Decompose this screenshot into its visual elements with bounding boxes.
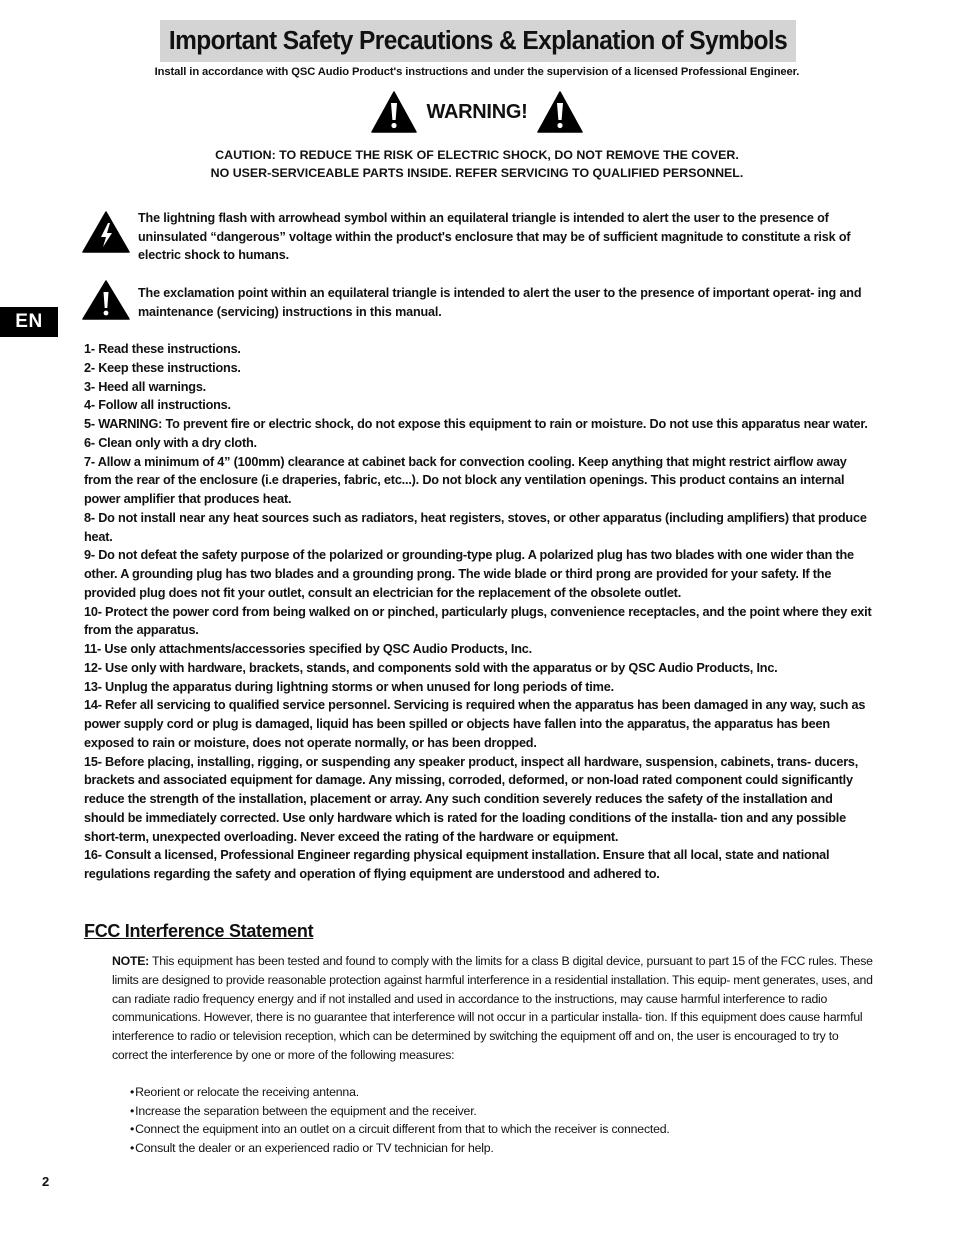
warning-triangle-icon xyxy=(537,91,583,133)
list-item: 7- Allow a minimum of 4” (100mm) clearance at cabinet back for convection cooling. Keep anything that might restrict airflow away from the rear of the enclosure (i.e draperies, fabric, etc...). Do not block any ventilation openings. This product contains an internal power amplifier that produces heat. xyxy=(84,454,847,506)
safety-instructions-list xyxy=(84,340,874,884)
list-item: • Reorient or relocate the receiving antenna. xyxy=(130,1083,670,1102)
list-item: 12- Use only with hardware, brackets, stands, and components sold with the apparatus or by QSC Audio Products, Inc. xyxy=(84,660,778,675)
list-item: 11- Use only attachments/accessories specified by QSC Audio Products, Inc. xyxy=(84,642,532,656)
lightning-description: The lightning flash with arrowhead symbol within an equilateral triangle is intended to alert the user to the presence of uninsulated “dangerous” voltage within the product's enclosure that may be of sufficient magnitude to constitute a risk of electric shock to humans. xyxy=(138,211,851,263)
list-item: 14- Refer all servicing to qualified service personnel. Servicing is required when the apparatus has been damaged in any way, such as power supply cord or plug is damaged, liquid has been spilled or objects have fallen into the apparatus, the apparatus has been exposed to rain or moisture, does not operate normally, or has been dropped. xyxy=(84,698,866,750)
list-item: 1- Read these instructions. xyxy=(84,342,241,356)
list-item: 15- Before placing, installing, rigging, or suspending any speaker product, inspect all hardware, suspension, cabinets, trans- ducers, brackets and associated equipment for damage. Any missing, corroded, deformed, or non-load rated component could significantly reduce the strength of the installation, placement or array. Any such condition severely reduces the safety of the installation and should be immediately corrected. Use only hardware which is rated for the loading conditions of the installa- tion and any possible short-term, unexpected overloading. Never exceed the rating of the hardware or equipment. xyxy=(84,754,859,844)
list-item: 4- Follow all instructions. xyxy=(84,398,231,413)
list-item: 8- Do not install near any heat sources such as radiators, heat registers, stoves, or other apparatus (including amplifiers) that produce heat. xyxy=(84,510,867,544)
exclamation-triangle-icon xyxy=(82,280,130,320)
list-item: 3- Heed all warnings. xyxy=(84,379,207,394)
list-item: 6- Clean only with a dry cloth. xyxy=(84,435,257,450)
warning-triangle-icon xyxy=(371,91,417,133)
fcc-note-text: This equipment has been tested and found to comply with the limits for a class B digital device, pursuant to part 15 of the FCC rules. These limits are designed to provide reasonable protection against harmful interference in a residential installation. This equip- ment generates, uses, and can radiate radio frequency energy and if not installed and used in accordance to the instructions, may cause harmful interference to radio communications. However, there is no guarantee that interference will not occur in a particular installa- tion. If this equipment does cause harmful interference to radio or television reception, which can be determined by switching the equipment off and on, the user is encouraged to try to correct the interference by one or more of the following measures: xyxy=(112,954,873,1062)
list-item: 2- Keep these instructions. xyxy=(84,360,241,375)
fcc-heading: FCC Interference Statement xyxy=(84,921,314,941)
list-item: 10- Protect the power cord from being walked on or pinched, particularly plugs, convenience receptacles, and the point where they exit from the apparatus. xyxy=(84,604,872,638)
warning-label: WARNING! xyxy=(426,100,528,123)
list-item: • Connect the equipment into an outlet on a circuit different from that to which the receiver is connected. xyxy=(130,1120,670,1139)
lightning-symbol-explanation xyxy=(82,209,882,265)
exclamation-description: The exclamation point within an equilateral triangle is intended to alert the user to the presence of important operat- ing and maintenance (servicing) instructions in this manual. xyxy=(138,286,862,319)
page-title: Important Safety Precautions & Explanation of Symbols xyxy=(168,26,788,55)
install-note: Install in accordance with QSC Audio Product's instructions and under the supervision of a licensed Professional Engineer. xyxy=(154,66,800,78)
list-item: 16- Consult a licensed, Professional Engineer regarding physical equipment installation. Ensure that all local, state and national regulations regarding the safety and operation of flying equipment are understood and adhered to. xyxy=(84,848,830,881)
caution-statement xyxy=(0,146,954,182)
list-item: • Consult the dealer or an experienced radio or TV technician for help. xyxy=(130,1139,670,1158)
title-bar xyxy=(160,20,796,62)
page-number: 2 xyxy=(42,1174,50,1189)
caution-line: NO USER-SERVICEABLE PARTS INSIDE. REFER SERVICING TO QUALIFIED PERSONNEL. xyxy=(210,166,744,180)
fcc-note xyxy=(112,952,874,1065)
lightning-bolt-icon xyxy=(82,211,130,253)
list-item: 5- WARNING: To prevent fire or electric shock, do not expose this equipment to rain or moisture. Do not use this apparatus near water. xyxy=(84,417,868,431)
language-tab: EN xyxy=(0,307,58,337)
fcc-measures-list xyxy=(130,1083,670,1158)
list-item: • Increase the separation between the equipment and the receiver. xyxy=(130,1102,670,1121)
exclamation-symbol-explanation xyxy=(82,284,882,325)
caution-line: CAUTION: TO REDUCE THE RISK OF ELECTRIC SHOCK, DO NOT REMOVE THE COVER. xyxy=(215,148,739,162)
list-item: 9- Do not defeat the safety purpose of the polarized or grounding-type plug. A polarized plug has two blades with one wider than the other. A grounding plug has two blades and a grounding prong. The wide blade or third prong are provided for your safety. If the provided plug does not fit your outlet, consult an electrician for the replacement of the obsolete outlet. xyxy=(84,548,854,600)
warning-banner xyxy=(0,91,954,133)
fcc-note-label: NOTE: xyxy=(112,954,150,968)
list-item: 13- Unplug the apparatus during lightning storms or when unused for long periods of time. xyxy=(84,679,614,694)
